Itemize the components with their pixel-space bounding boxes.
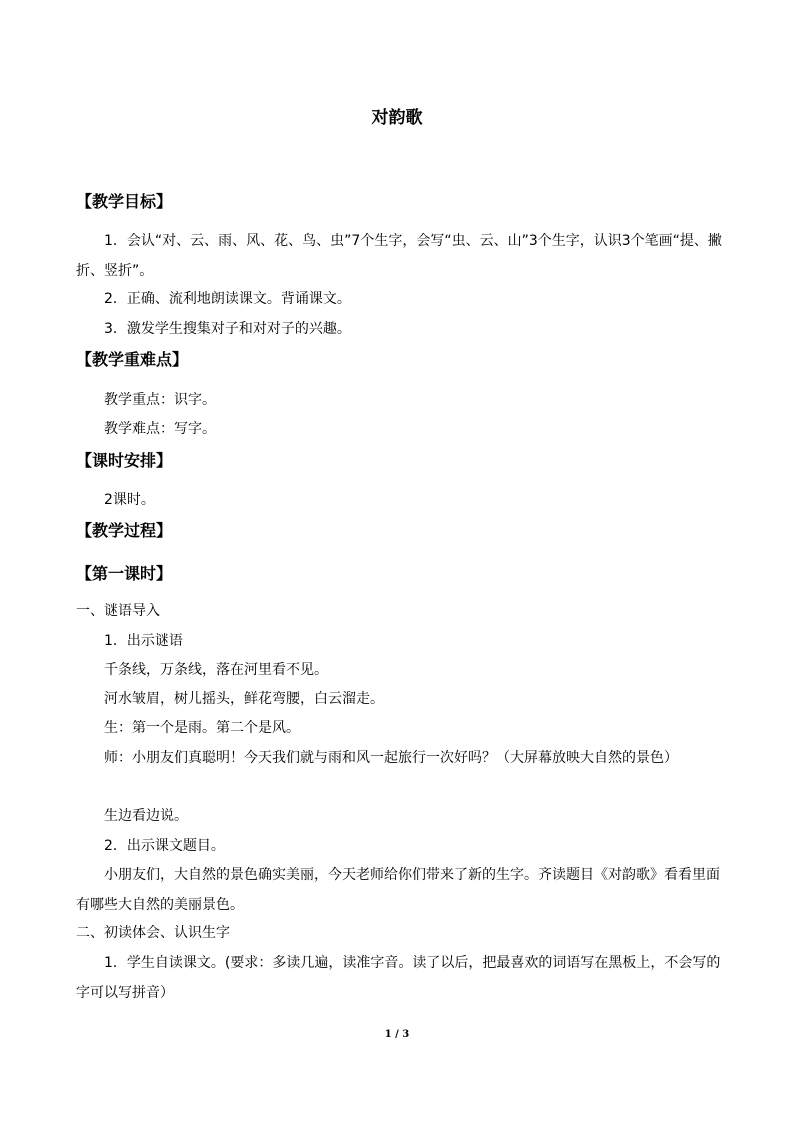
riddle-2: 河水皱眉，树儿摇头，鲜花弯腰，白云溜走。 — [104, 691, 384, 707]
schedule-text: 2课时。 — [104, 492, 155, 508]
part-one-title: 一、谜语导入 — [76, 603, 160, 619]
riddle-1: 千条线，万条线，落在河里看不见。 — [104, 662, 328, 678]
student-answer: 生：第一个是雨。第二个是风。 — [104, 720, 300, 736]
intro-paragraph: 小朋友们，大自然的景色确实美丽，今天老师给你们带来了新的生字。齐读题目《对韵歌》看看里面有哪些大自然的美丽景色。 — [76, 867, 720, 913]
key-point-focus: 教学重点：识字。 — [104, 392, 216, 408]
key-points-heading: 【教学重难点】 — [76, 350, 189, 369]
key-point-difficulty: 教学难点：写字。 — [104, 421, 216, 437]
page-number: 1 / 3 — [384, 1029, 410, 1040]
document-title: 对韵歌 — [371, 108, 423, 128]
teacher-dialogue: 师：小朋友们真聪明！今天我们就与雨和风一起旅行一次好吗？（大屏幕放映大自然的景色） — [104, 750, 678, 766]
lesson-step-2: 2．出示课文题目。 — [104, 838, 225, 854]
lesson-one-heading: 【第一课时】 — [76, 564, 173, 583]
teaching-goal-item-2: 2．正确、流利地朗读课文。背诵课文。 — [104, 291, 351, 307]
teaching-goal-item-1: 1．会认“对、云、雨、风、花、鸟、虫”7个生字，会写“虫、云、山”3个生字，认识3个笔画“提、撇折、竖折”。 — [76, 233, 722, 279]
lesson-step-3: 1．学生自读课文。(要求：多读几遍，读准字音。读了以后，把最喜欢的词语写在黑板上，不会写的字可以写拼音） — [76, 955, 721, 1001]
lesson-step-1: 1．出示谜语 — [104, 633, 183, 649]
teaching-goal-item-3: 3．激发学生搜集对子和对对子的兴趣。 — [104, 321, 351, 337]
process-heading: 【教学过程】 — [76, 521, 173, 540]
teaching-goals-heading: 【教学目标】 — [76, 192, 173, 211]
part-two-title: 二、初读体会、认识生字 — [76, 925, 230, 941]
student-watch: 生边看边说。 — [104, 808, 188, 824]
schedule-heading: 【课时安排】 — [76, 451, 173, 470]
